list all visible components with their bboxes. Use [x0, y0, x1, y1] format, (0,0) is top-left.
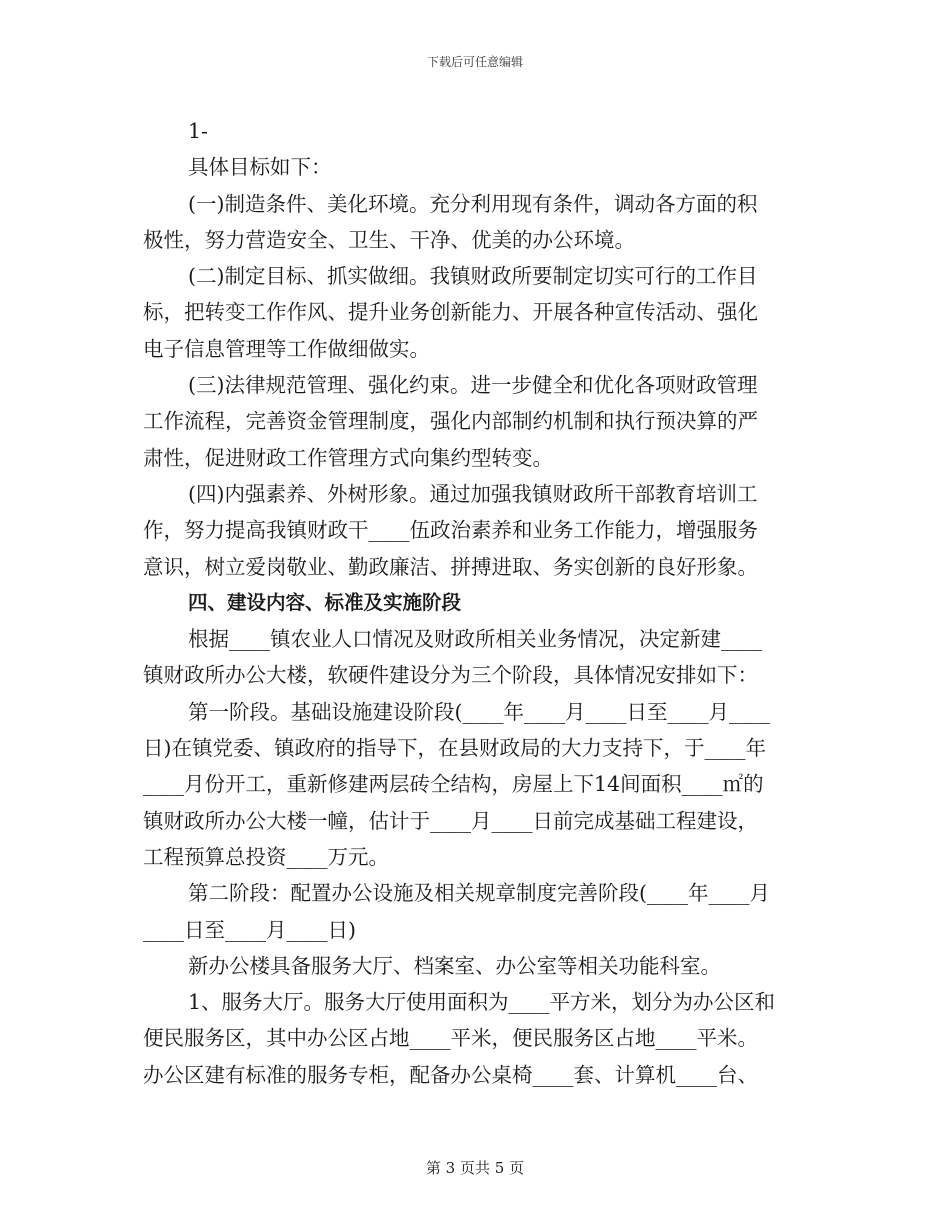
body-line-22: 第二阶段：配置办公设施及相关规章制度完善阶段(____年____月 [188, 881, 770, 906]
body-line-16: 镇财政所办公大楼，软硬件建设分为三个阶段，具体情况安排如下： [143, 663, 758, 688]
body-line-6: 标，把转变工作作风、提升业务创新能力、开展各种宣传活动、强化 [143, 300, 758, 325]
body-line-19: ____月份开工，重新修建两层砖仝结构，房屋上下14间面积____㎡的 [143, 772, 764, 797]
document-body [143, 113, 809, 1093]
body-line-10: 肃性，促进财政工作管理方式向集约型转变。 [143, 445, 553, 470]
body-line-21: 工程预算总投资____万元。 [143, 844, 389, 869]
body-line-5: (二)制定目标、抓实做细。我镇财政所要制定切实可行的工作目 [188, 264, 758, 289]
body-line-25: 1、服务大厅。服务大厅使用面积为____平方米，划分为办公区和 [188, 990, 776, 1015]
body-line-12: 作，努力提高我镇财政干____伍政治素养和业务工作能力，增强服务 [143, 518, 758, 543]
body-line-11: (四)内强素养、外树形象。通过加强我镇财政所干部教育培训工 [188, 481, 758, 506]
body-line-24: 新办公楼具备服务大厅、档案室、办公室等相关功能科室。 [188, 953, 721, 978]
page-number-footer: 第 3 页共 5 页 [425, 1159, 525, 1177]
body-line-4: 极性，努力营造安全、卫生、干净、优美的办公环境。 [143, 227, 635, 252]
body-line-18: 日)在镇党委、镇政府的指导下，在县财政局的大力支持下，于____年 [143, 736, 766, 761]
body-line-20: 镇财政所办公大楼一幢，估计于____月____日前完成基础工程建设， [143, 808, 758, 833]
body-line-23: ____日至____月____日) [143, 917, 356, 942]
body-line-27: 办公区建有标准的服务专柜，配备办公桌椅____套、计算机____台、 [143, 1062, 758, 1087]
body-line-1: 1- [188, 119, 208, 143]
body-line-8: (三)法律规范管理、强化约束。进一步健全和优化各项财政管理 [188, 373, 758, 398]
section-heading: 四、建设内容、标准及实施阶段 [188, 590, 462, 614]
body-line-2: 具体目标如下： [188, 155, 332, 180]
body-line-9: 工作流程，完善资金管理制度，强化内部制约机制和执行预决算的严 [143, 409, 758, 434]
body-line-17: 第一阶段。基础设施建设阶段(____年____月____日至____月____ [188, 699, 770, 724]
body-line-3: (一)制造条件、美化环境。充分利用现有条件，调动各方面的积 [188, 191, 758, 216]
body-line-15: 根据____镇农业人口情况及财政所相关业务情况，决定新建____ [188, 627, 762, 652]
page-header: 下载后可任意编辑 [426, 55, 523, 69]
body-line-7: 电子信息管理等工作做细做实。 [143, 336, 430, 361]
body-line-26: 便民服务区，其中办公区占地____平米，便民服务区占地____平米。 [143, 1026, 758, 1051]
body-line-13: 意识，树立爱岗敬业、勤政廉洁、拼搏进取、务实创新的良好形象。 [143, 554, 758, 579]
